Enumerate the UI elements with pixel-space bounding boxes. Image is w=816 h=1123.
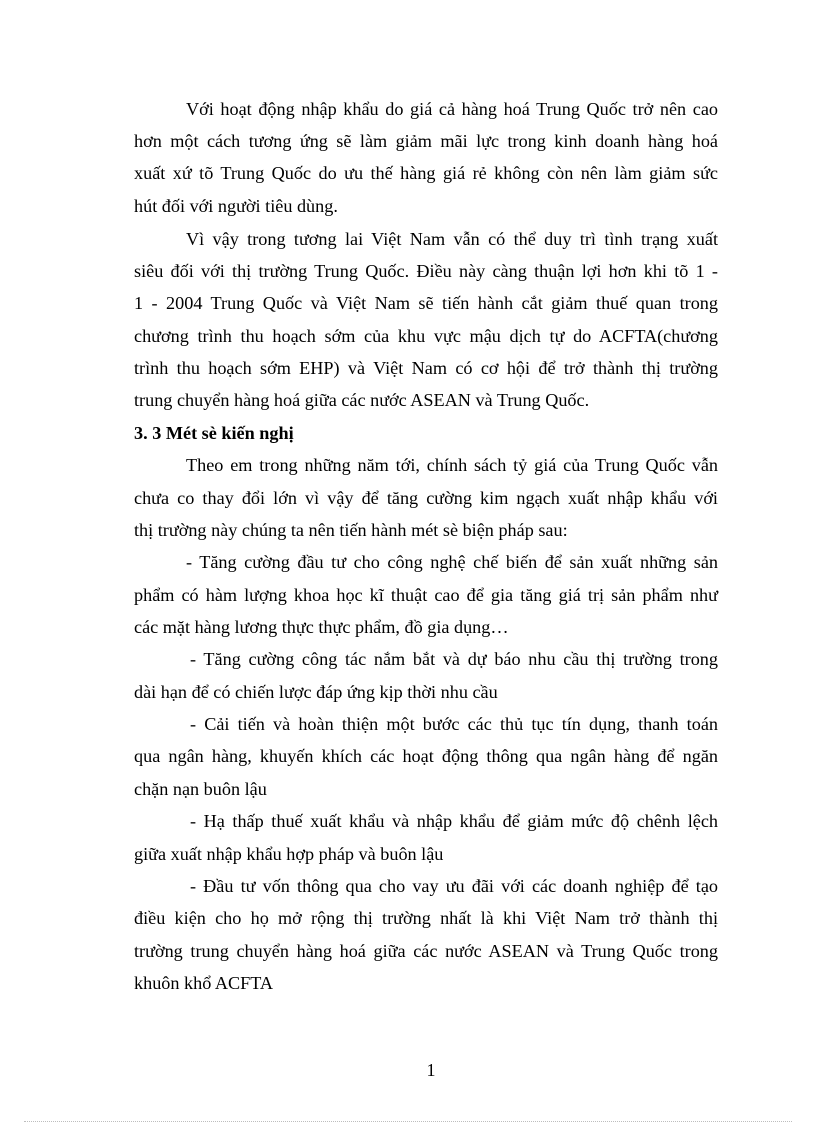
paragraph-2-line-3: 1 - 2004 Trung Quốc và Việt Nam sẽ tiến hành cắt giảm thuế quan trong <box>134 293 718 313</box>
paragraph-1-line-3: xuất xứ tõ Trung Quốc do ưu thế hàng giá rẻ không còn nên làm giảm sức <box>134 163 718 183</box>
paragraph-2-line-1: Vì vậy trong tương lai Việt Nam vẫn có thể duy trì tình trạng xuất <box>186 229 718 249</box>
measure-1-line-3: các mặt hàng lương thực thực phẩm, đồ gia dụng… <box>134 617 509 637</box>
measure-4-line-1: - Hạ thấp thuế xuất khẩu và nhập khẩu để giảm mức độ chênh lệch <box>190 811 718 831</box>
paragraph-2-line-2: siêu đối với thị trường Trung Quốc. Điều này càng thuận lợi hơn khi tõ 1 - <box>134 261 718 281</box>
paragraph-1-line-1: Với hoạt động nhập khẩu do giá cả hàng hoá Trung Quốc trở nên cao <box>186 99 718 119</box>
intro-line-3: thị trường này chúng ta nên tiến hành mét sè biện pháp sau: <box>134 520 568 540</box>
section-heading: 3. 3 Mét sè kiến nghị <box>134 423 294 443</box>
paragraph-1-line-4: hút đối với người tiêu dùng. <box>134 196 338 216</box>
measure-5-line-3: trường trung chuyển hàng hoá giữa các nước ASEAN và Trung Quốc trong <box>134 941 718 961</box>
paragraph-2-line-6: trung chuyển hàng hoá giữa các nước ASEAN và Trung Quốc. <box>134 390 590 410</box>
measure-2-line-1: - Tăng cường công tác nắm bắt và dự báo nhu cầu thị trường trong <box>190 649 718 669</box>
intro-line-1: Theo em trong những năm tới, chính sách tỷ giá của Trung Quốc vẫn <box>186 455 718 475</box>
measure-5-line-2: điều kiện cho họ mở rộng thị trường nhất là khi Việt Nam trở thành thị <box>134 908 718 928</box>
measure-3-line-2: qua ngân hàng, khuyến khích các hoạt động thông qua ngân hàng để ngăn <box>134 746 718 766</box>
paragraph-1-line-2: hơn một cách tương ứng sẽ làm giảm mãi lực trong kinh doanh hàng hoá <box>134 131 718 151</box>
measure-3-line-3: chặn nạn buôn lậu <box>134 779 267 799</box>
page-bottom-divider <box>24 1121 792 1122</box>
measure-2-line-2: dài hạn để có chiến lược đáp ứng kịp thời nhu cầu <box>134 682 498 702</box>
measure-4-line-2: giữa xuất nhập khẩu hợp pháp và buôn lậu <box>134 844 444 864</box>
paragraph-2-line-4: chương trình thu hoạch sớm của khu vực mậu dịch tự do ACFTA(chương <box>134 326 718 346</box>
page-number: 1 <box>426 1060 436 1080</box>
paragraph-2-line-5: trình thu hoạch sớm EHP) và Việt Nam có cơ hội để trở thành thị trường <box>134 358 718 378</box>
measure-3-line-1: - Cải tiến và hoàn thiện một bước các thủ tục tín dụng, thanh toán <box>190 714 718 734</box>
measure-1-line-2: phẩm có hàm lượng khoa học kĩ thuật cao để gia tăng giá trị sản phẩm như <box>134 585 718 605</box>
measure-1-line-1: - Tăng cường đầu tư cho công nghệ chế biến để sản xuất những sản <box>186 552 718 572</box>
measure-5-line-1: - Đầu tư vốn thông qua cho vay ưu đãi với các doanh nghiệp để tạo <box>190 876 718 896</box>
intro-line-2: chưa co thay đổi lớn vì vậy để tăng cường kim ngạch xuất nhập khẩu với <box>134 488 718 508</box>
measure-5-line-4: khuôn khổ ACFTA <box>134 973 274 993</box>
